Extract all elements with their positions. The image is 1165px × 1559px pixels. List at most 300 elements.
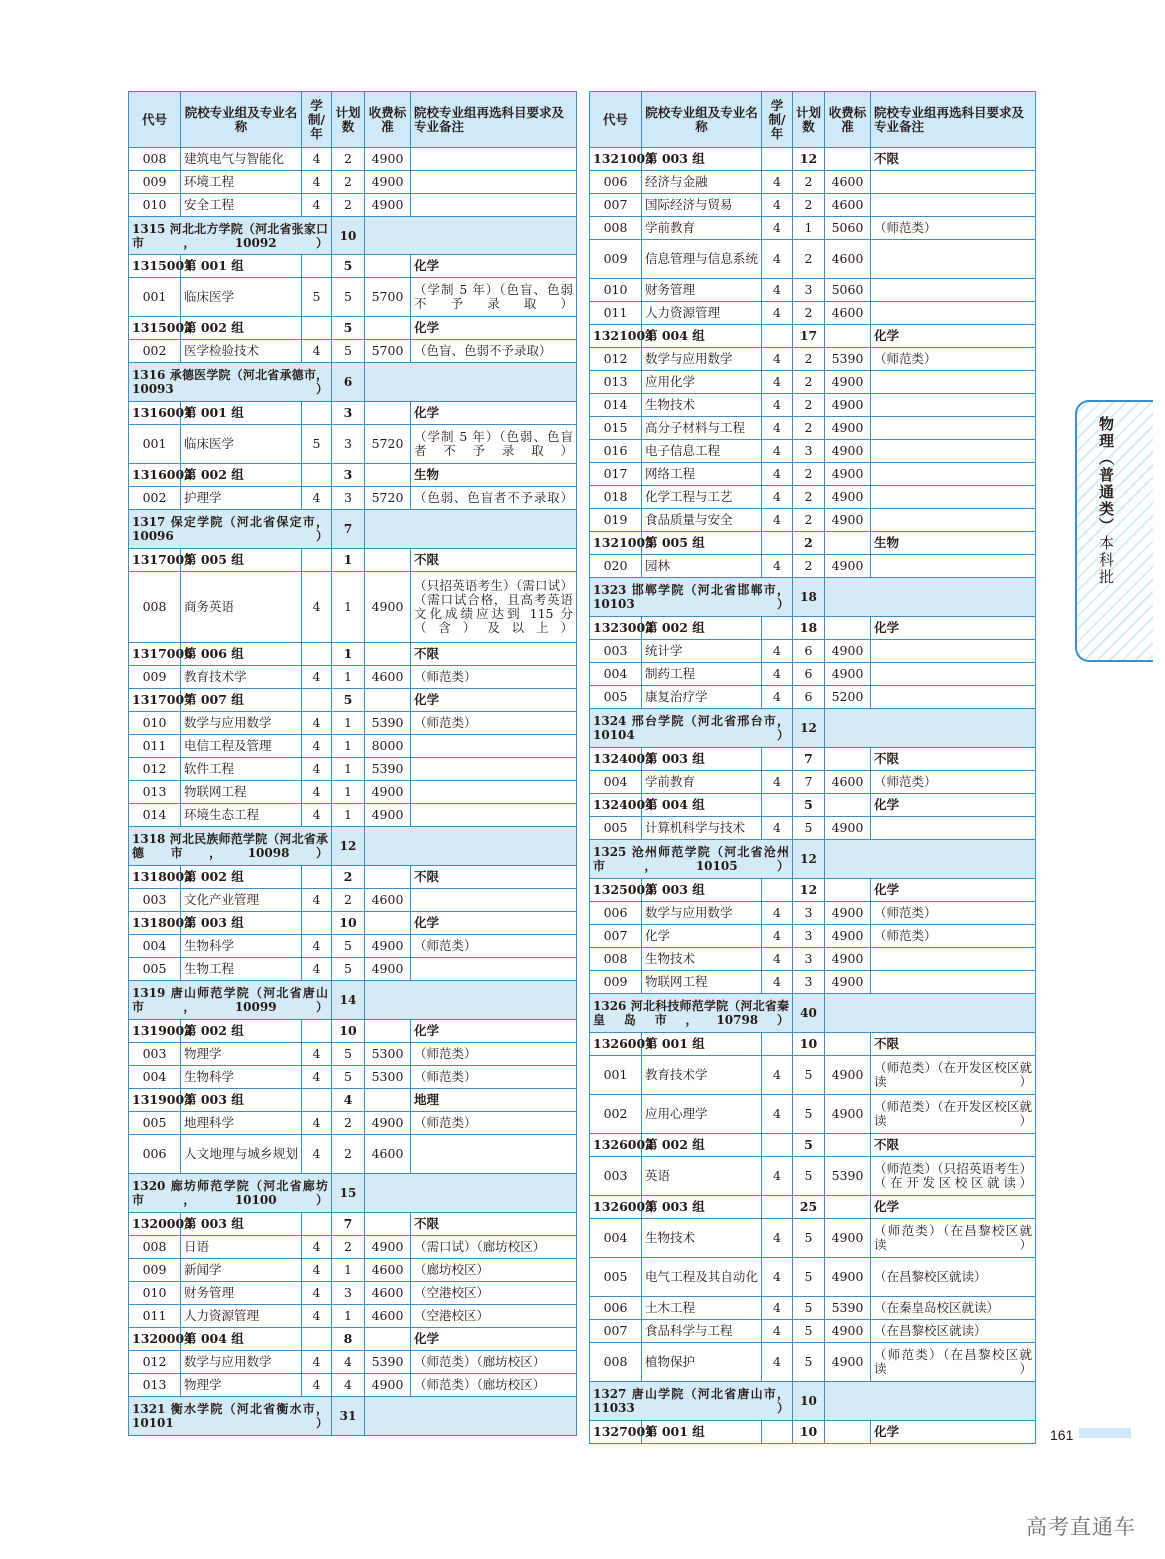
major-note (871, 663, 1036, 686)
major-plan: 2 (332, 1112, 365, 1135)
group-code: 1318002 (129, 866, 181, 889)
major-name: 商务英语 (181, 572, 302, 643)
major-name: 软件工程 (181, 758, 302, 781)
major-plan: 3 (793, 902, 825, 925)
group-code: 1320003 (129, 1213, 181, 1236)
group-plan: 2 (793, 532, 825, 555)
major-years: 4 (762, 1095, 793, 1134)
major-plan: 5 (793, 1297, 825, 1320)
group-fee (365, 549, 411, 572)
table-body-left (129, 148, 577, 1436)
group-subject: 不限 (411, 1213, 577, 1236)
major-row (129, 1112, 577, 1135)
major-years: 4 (302, 340, 332, 363)
major-row (590, 440, 1036, 463)
group-subject: 地理 (411, 1089, 577, 1112)
major-plan: 1 (332, 758, 365, 781)
major-years: 4 (762, 279, 793, 302)
group-row (129, 912, 577, 935)
major-code: 005 (590, 686, 642, 709)
major-row (129, 171, 577, 194)
group-fee (825, 748, 871, 771)
group-years (762, 1421, 793, 1444)
major-plan: 2 (793, 509, 825, 532)
major-fee: 4600 (365, 1282, 411, 1305)
major-note (871, 171, 1036, 194)
major-code: 011 (129, 735, 181, 758)
group-plan: 12 (793, 879, 825, 902)
school-name: 1324 邢台学院（河北省邢台市，10104） (590, 709, 793, 748)
school-blank (365, 510, 577, 549)
school-row (129, 981, 577, 1020)
major-row (129, 1043, 577, 1066)
group-code: 1321004 (590, 325, 642, 348)
major-code: 003 (590, 640, 642, 663)
major-name: 园林 (642, 555, 762, 578)
group-years (762, 1033, 793, 1056)
major-code: 002 (590, 1095, 642, 1134)
major-years: 4 (762, 686, 793, 709)
major-name: 应用心理学 (642, 1095, 762, 1134)
group-subject: 化学 (871, 1196, 1036, 1219)
major-row (590, 348, 1036, 371)
side-tab-text (1083, 416, 1117, 586)
major-years: 4 (302, 1305, 332, 1328)
major-name: 人文地理与城乡规划 (181, 1135, 302, 1174)
major-code: 011 (129, 1305, 181, 1328)
major-row (590, 394, 1036, 417)
major-fee: 4900 (365, 804, 411, 827)
major-fee: 4600 (825, 302, 871, 325)
major-plan: 2 (793, 486, 825, 509)
major-code: 005 (129, 958, 181, 981)
major-years: 4 (762, 371, 793, 394)
school-name: 1321 衡水学院（河北省衡水市，10101） (129, 1397, 332, 1436)
major-plan: 5 (793, 1157, 825, 1196)
major-years: 4 (302, 1112, 332, 1135)
major-name: 电子信息工程 (642, 440, 762, 463)
major-note: （在秦皇岛校区就读） (871, 1297, 1036, 1320)
group-row (129, 464, 577, 487)
major-note (871, 240, 1036, 279)
group-subject: 不限 (871, 148, 1036, 171)
group-plan: 2 (332, 866, 365, 889)
major-plan: 3 (793, 925, 825, 948)
major-code: 008 (129, 572, 181, 643)
group-code: 1319002 (129, 1020, 181, 1043)
major-fee: 4600 (365, 1135, 411, 1174)
group-years (302, 866, 332, 889)
group-row (590, 1196, 1036, 1219)
group-row (590, 1421, 1036, 1444)
major-years: 4 (762, 1343, 793, 1382)
major-row (590, 217, 1036, 240)
major-plan: 5 (793, 817, 825, 840)
major-plan: 2 (793, 194, 825, 217)
group-row (129, 1328, 577, 1351)
school-plan: 15 (332, 1174, 365, 1213)
major-code: 005 (590, 1258, 642, 1297)
major-fee: 4600 (365, 1305, 411, 1328)
page-number: 161 (1050, 1427, 1074, 1443)
major-name: 生物技术 (642, 394, 762, 417)
major-plan: 2 (793, 302, 825, 325)
major-fee: 5060 (825, 217, 871, 240)
major-plan: 3 (793, 440, 825, 463)
major-note: （师范类） (871, 217, 1036, 240)
major-name: 护理学 (181, 487, 302, 510)
group-row (590, 532, 1036, 555)
group-code: 1318003 (129, 912, 181, 935)
major-name: 地理科学 (181, 1112, 302, 1135)
major-years: 4 (762, 1258, 793, 1297)
group-name: 第 003 组 (181, 1089, 302, 1112)
school-plan: 18 (793, 578, 825, 617)
major-fee: 4900 (825, 440, 871, 463)
major-plan: 2 (793, 555, 825, 578)
group-plan: 25 (793, 1196, 825, 1219)
major-fee: 4900 (825, 486, 871, 509)
major-years: 4 (762, 555, 793, 578)
group-plan: 3 (332, 402, 365, 425)
major-code: 012 (129, 1351, 181, 1374)
major-code: 017 (590, 463, 642, 486)
major-row (129, 889, 577, 912)
major-name: 经济与金融 (642, 171, 762, 194)
major-plan: 2 (793, 171, 825, 194)
school-row (129, 510, 577, 549)
major-fee: 5390 (825, 1157, 871, 1196)
major-code: 006 (129, 1135, 181, 1174)
major-years: 4 (302, 1135, 332, 1174)
major-row (129, 572, 577, 643)
major-note: （空港校区） (411, 1305, 577, 1328)
group-code: 1326001 (590, 1033, 642, 1056)
major-note: （师范类） (871, 348, 1036, 371)
group-name: 第 001 组 (642, 1421, 762, 1444)
group-name: 第 004 组 (181, 1328, 302, 1351)
major-fee: 5700 (365, 340, 411, 363)
major-name: 数学与应用数学 (181, 1351, 302, 1374)
major-row (129, 958, 577, 981)
major-code: 003 (129, 889, 181, 912)
major-plan: 5 (332, 935, 365, 958)
group-plan: 1 (332, 549, 365, 572)
page-number-bar (1079, 1428, 1131, 1438)
major-name: 教育技术学 (181, 666, 302, 689)
school-row (129, 363, 577, 402)
group-name: 第 002 组 (181, 1020, 302, 1043)
major-plan: 1 (332, 1259, 365, 1282)
group-code: 1323002 (590, 617, 642, 640)
major-name: 教育技术学 (642, 1056, 762, 1095)
major-fee: 5060 (825, 279, 871, 302)
major-note (871, 640, 1036, 663)
group-years (762, 532, 793, 555)
major-note: （只招英语考生）（需口试）（需口试合格，且高考英语文化成绩应达到 115 分（含）及以上） (411, 572, 577, 643)
major-row (129, 340, 577, 363)
group-code: 1324004 (590, 794, 642, 817)
major-years: 4 (762, 302, 793, 325)
major-fee: 4900 (825, 509, 871, 532)
major-note (871, 394, 1036, 417)
major-note: （师范类）（在昌黎校区就读） (871, 1219, 1036, 1258)
major-years: 4 (302, 1066, 332, 1089)
major-years: 4 (302, 666, 332, 689)
major-plan: 2 (332, 194, 365, 217)
major-row (590, 1056, 1036, 1095)
header-fee: 收费标准 (365, 92, 411, 148)
major-row (129, 194, 577, 217)
group-row (129, 1089, 577, 1112)
major-fee: 4900 (825, 417, 871, 440)
major-name: 植物保护 (642, 1343, 762, 1382)
major-note: （师范类）（在开发区校区就读） (871, 1095, 1036, 1134)
school-row (590, 994, 1036, 1033)
group-name: 第 003 组 (642, 748, 762, 771)
major-years: 4 (302, 712, 332, 735)
major-years: 4 (762, 663, 793, 686)
major-code: 004 (129, 1066, 181, 1089)
group-subject: 不限 (411, 549, 577, 572)
major-name: 生物科学 (181, 1066, 302, 1089)
major-code: 013 (129, 781, 181, 804)
major-years: 4 (302, 487, 332, 510)
group-years (762, 617, 793, 640)
group-fee (365, 464, 411, 487)
major-row (590, 686, 1036, 709)
group-name: 第 002 组 (181, 464, 302, 487)
major-code: 008 (590, 217, 642, 240)
major-name: 物联网工程 (181, 781, 302, 804)
major-row (590, 925, 1036, 948)
major-fee: 8000 (365, 735, 411, 758)
group-fee (825, 617, 871, 640)
group-name: 第 006 组 (181, 643, 302, 666)
major-name: 安全工程 (181, 194, 302, 217)
group-fee (825, 1033, 871, 1056)
major-name: 信息管理与信息系统 (642, 240, 762, 279)
group-name: 第 003 组 (642, 1196, 762, 1219)
group-row (129, 643, 577, 666)
school-name: 1323 邯郸学院（河北省邯郸市，10103） (590, 578, 793, 617)
major-years: 4 (302, 148, 332, 171)
major-code: 010 (129, 712, 181, 735)
major-code: 009 (129, 171, 181, 194)
major-row (590, 971, 1036, 994)
group-fee (825, 1196, 871, 1219)
major-plan: 3 (332, 487, 365, 510)
major-fee: 4600 (825, 171, 871, 194)
group-subject: 生物 (411, 464, 577, 487)
major-row (590, 240, 1036, 279)
major-note (411, 804, 577, 827)
group-name: 第 003 组 (642, 148, 762, 171)
major-note: （师范类）（只招英语考生）（在开发区校区就读） (871, 1157, 1036, 1196)
major-name: 生物科学 (181, 935, 302, 958)
group-name: 第 004 组 (642, 325, 762, 348)
group-fee (825, 325, 871, 348)
group-subject: 不限 (411, 643, 577, 666)
major-code: 005 (129, 1112, 181, 1135)
major-fee: 4600 (825, 240, 871, 279)
major-name: 康复治疗学 (642, 686, 762, 709)
major-fee: 4900 (825, 1056, 871, 1095)
group-years (302, 549, 332, 572)
major-plan: 1 (332, 1305, 365, 1328)
major-code: 014 (129, 804, 181, 827)
major-plan: 5 (332, 340, 365, 363)
major-name: 文化产业管理 (181, 889, 302, 912)
major-years: 4 (302, 1043, 332, 1066)
major-plan: 2 (793, 240, 825, 279)
table-header-row (129, 92, 577, 148)
major-name: 物理学 (181, 1043, 302, 1066)
major-years: 4 (302, 781, 332, 804)
group-years (302, 1213, 332, 1236)
school-row (129, 1174, 577, 1213)
group-fee (365, 912, 411, 935)
major-row (590, 1297, 1036, 1320)
group-fee (365, 689, 411, 712)
major-fee: 4900 (825, 1219, 871, 1258)
major-row (129, 1135, 577, 1174)
school-plan: 7 (332, 510, 365, 549)
major-code: 010 (129, 1282, 181, 1305)
group-code: 1327001 (590, 1421, 642, 1444)
major-years: 4 (302, 194, 332, 217)
major-plan: 3 (332, 425, 365, 464)
major-plan: 2 (793, 417, 825, 440)
admission-table-left (128, 91, 577, 1436)
school-blank (365, 827, 577, 866)
group-years (762, 748, 793, 771)
group-name: 第 002 组 (642, 1134, 762, 1157)
major-note (871, 194, 1036, 217)
major-note (871, 440, 1036, 463)
group-plan: 8 (332, 1328, 365, 1351)
major-code: 006 (590, 171, 642, 194)
major-fee: 4900 (825, 555, 871, 578)
major-code: 009 (590, 971, 642, 994)
major-note (411, 194, 577, 217)
major-plan: 6 (793, 663, 825, 686)
group-row (129, 549, 577, 572)
major-note (411, 758, 577, 781)
major-name: 生物工程 (181, 958, 302, 981)
major-row (129, 666, 577, 689)
major-row (129, 712, 577, 735)
major-row (590, 1219, 1036, 1258)
major-years: 4 (302, 735, 332, 758)
school-name: 1318 河北民族师范学院（河北省承德市，10098） (129, 827, 332, 866)
major-row (129, 425, 577, 464)
major-name: 食品质量与安全 (642, 509, 762, 532)
major-fee: 4900 (825, 1343, 871, 1382)
school-plan: 6 (332, 363, 365, 402)
major-code: 011 (590, 302, 642, 325)
major-code: 001 (129, 425, 181, 464)
major-years: 4 (302, 1236, 332, 1259)
group-years (302, 643, 332, 666)
major-fee: 4900 (825, 1258, 871, 1297)
major-fee: 4900 (365, 572, 411, 643)
major-row (129, 1236, 577, 1259)
major-code: 007 (590, 194, 642, 217)
major-plan: 7 (793, 771, 825, 794)
major-fee: 4900 (825, 817, 871, 840)
major-plan: 1 (332, 735, 365, 758)
major-plan: 2 (793, 371, 825, 394)
group-row (590, 748, 1036, 771)
major-note (411, 958, 577, 981)
major-fee: 5390 (825, 348, 871, 371)
group-years (302, 464, 332, 487)
major-note: （师范类）（廊坊校区） (411, 1351, 577, 1374)
school-row (129, 827, 577, 866)
school-plan: 10 (332, 217, 365, 255)
group-name: 第 001 组 (642, 1033, 762, 1056)
major-fee: 5390 (825, 1297, 871, 1320)
group-code: 1317007 (129, 689, 181, 712)
major-years: 4 (302, 804, 332, 827)
group-subject: 化学 (871, 1421, 1036, 1444)
major-code: 001 (590, 1056, 642, 1095)
group-code: 1326003 (590, 1196, 642, 1219)
major-row (129, 781, 577, 804)
major-name: 环境工程 (181, 171, 302, 194)
header-code: 代号 (590, 92, 642, 148)
major-code: 004 (590, 663, 642, 686)
major-code: 008 (590, 948, 642, 971)
major-note: （师范类） (411, 712, 577, 735)
group-row (129, 1213, 577, 1236)
major-plan: 1 (332, 666, 365, 689)
school-blank (365, 981, 577, 1020)
major-note: （在昌黎校区就读） (871, 1320, 1036, 1343)
group-subject: 不限 (871, 1134, 1036, 1157)
major-row (129, 1351, 577, 1374)
major-note: （师范类）（在开发区校区就读） (871, 1056, 1036, 1095)
table-body-right (590, 148, 1036, 1444)
major-name: 临床医学 (181, 425, 302, 464)
major-row (590, 555, 1036, 578)
major-years: 4 (762, 948, 793, 971)
major-name: 网络工程 (642, 463, 762, 486)
group-years (302, 402, 332, 425)
major-years: 4 (762, 394, 793, 417)
school-name: 1326 河北科技师范学院（河北省秦皇岛市，10798） (590, 994, 793, 1033)
major-plan: 6 (793, 640, 825, 663)
table-header-row (590, 92, 1036, 148)
group-name: 第 004 组 (642, 794, 762, 817)
group-fee (825, 148, 871, 171)
group-row (590, 794, 1036, 817)
group-code: 1315001 (129, 255, 181, 278)
school-row (590, 1382, 1036, 1421)
major-note (871, 486, 1036, 509)
group-code: 1321003 (590, 148, 642, 171)
major-name: 土木工程 (642, 1297, 762, 1320)
group-row (590, 325, 1036, 348)
major-years: 4 (762, 902, 793, 925)
major-name: 化学工程与工艺 (642, 486, 762, 509)
major-fee: 4900 (365, 958, 411, 981)
major-name: 环境生态工程 (181, 804, 302, 827)
major-plan: 5 (793, 1343, 825, 1382)
group-subject: 化学 (411, 255, 577, 278)
major-code: 004 (590, 1219, 642, 1258)
